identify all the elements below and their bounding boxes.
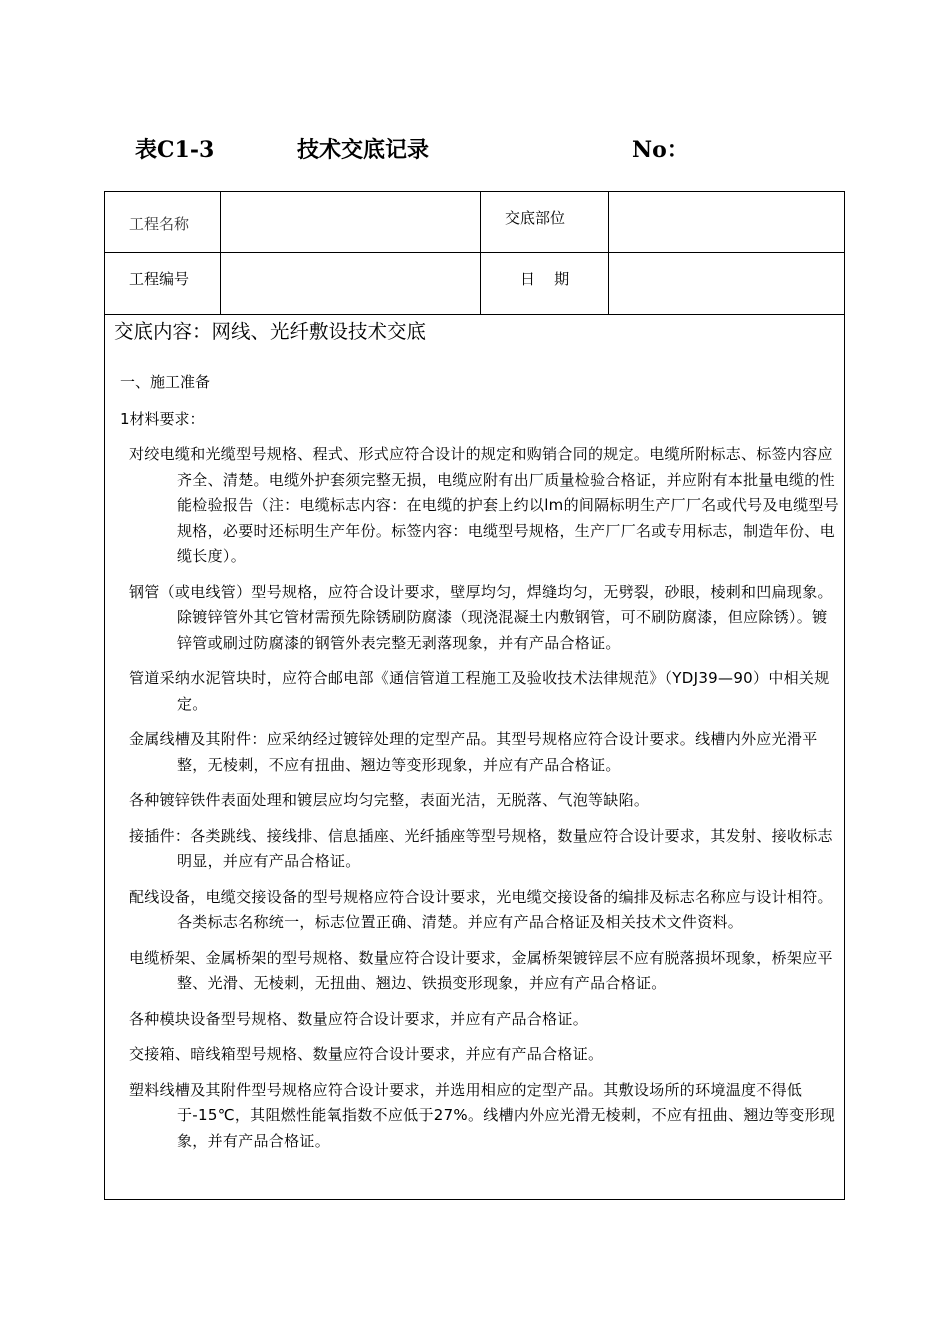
form-code: 表C1-3 xyxy=(135,137,215,163)
requirement-paragraph: 塑料线槽及其附件型号规格应符合设计要求，并选用相应的定型产品。其敷设场所的环境温度不得低于-15℃，其阻燃性能氧指数不应低于27%。线槽内外应光滑无棱刺，不应有扭曲、翘边等变形现象，并有产品合格证。 xyxy=(129,1080,836,1150)
column-divider xyxy=(480,192,481,314)
form-title: 技术交底记录 xyxy=(297,137,430,163)
column-divider xyxy=(608,192,609,314)
requirement-paragraph: 金属线槽及其附件：应采纳经过镀锌处理的定型产品。其型号规格应符合设计要求。线槽内外应光滑平整，无棱刺，不应有扭曲、翘边等变形现象，并应有产品合格证。 xyxy=(129,730,818,774)
requirement-paragraph: 各种模块设备型号规格、数量应符合设计要求，并应有产品合格证。 xyxy=(129,1009,589,1028)
record-table xyxy=(104,191,845,1200)
form-header xyxy=(0,133,950,167)
section-heading: 一、施工准备 xyxy=(120,373,211,391)
record-number-label: No： xyxy=(632,137,689,163)
requirement-paragraph: 电缆桥架、金属桥架的型号规格、数量应符合设计要求，金属桥架镀锌层不应有脱落损坏现象，桥架应平整、光滑、无棱刺，无扭曲、翘边、铁损变形现象，并应有产品合格证。 xyxy=(129,948,833,992)
requirement-paragraph: 对绞电缆和光缆型号规格、程式、形式应符合设计的规定和购销合同的规定。电缆所附标志、标签内容应齐全、清楚。电缆外护套须完整无损，电缆应附有出厂质量检验合格证，并应附有本批量电缆的性能检验报告（注：电缆标志内容：在电缆的护套上约以lm的间隔标明生产厂厂名或代号及电缆型号规格，必要时还标明生产年份。标签内容：电缆型号规格，生产厂厂名或专用标志，制造年份、电缆长度）。 xyxy=(129,445,839,565)
requirements-list xyxy=(129,442,841,1164)
handover-part-label: 交底部位 xyxy=(505,209,566,227)
project-number-label: 工程编号 xyxy=(129,270,190,288)
row-divider xyxy=(105,252,844,253)
requirement-paragraph: 钢管（或电线管）型号规格，应符合设计要求，壁厚均匀，焊缝均匀，无劈裂，砂眼，棱刺和凹扁现象。除镀锌管外其它管材需预先除锈刷防腐漆（现浇混凝土内敷钢管，可不刷防腐漆，但应除锈）。镀锌管或刷过防腐漆的钢管外表完整无剥落现象，并有产品合格证。 xyxy=(129,582,833,652)
requirement-paragraph: 配线设备，电缆交接设备的型号规格应符合设计要求，光电缆交接设备的编排及标志名称应与设计相符。各类标志名称统一，标志位置正确、清楚。并应有产品合格证及相关技术文件资料。 xyxy=(129,887,833,931)
requirement-paragraph: 交接箱、暗线箱型号规格、数量应符合设计要求，并应有产品合格证。 xyxy=(129,1045,604,1063)
project-name-label: 工程名称 xyxy=(129,215,190,233)
row-divider xyxy=(105,314,844,315)
requirement-paragraph: 管道采纳水泥管块时，应符合邮电部《通信管道工程施工及验收技术法律规范》（YDJ39—90）中相关规定。 xyxy=(129,669,830,713)
requirement-paragraph: 各种镀锌铁件表面处理和镀层应均匀完整，表面光洁，无脱落、气泡等缺陷。 xyxy=(129,791,650,809)
requirement-paragraph: 接插件：各类跳线、接线排、信息插座、光纤插座等型号规格，数量应符合设计要求，其发射、接收标志明显，并应有产品合格证。 xyxy=(129,826,833,870)
content-title: 交底内容：网线、光纤敷设技术交底 xyxy=(114,320,427,343)
date-label: 日 期 xyxy=(520,270,570,288)
subsection-heading: 1材料要求： xyxy=(120,410,205,428)
column-divider xyxy=(220,192,221,314)
